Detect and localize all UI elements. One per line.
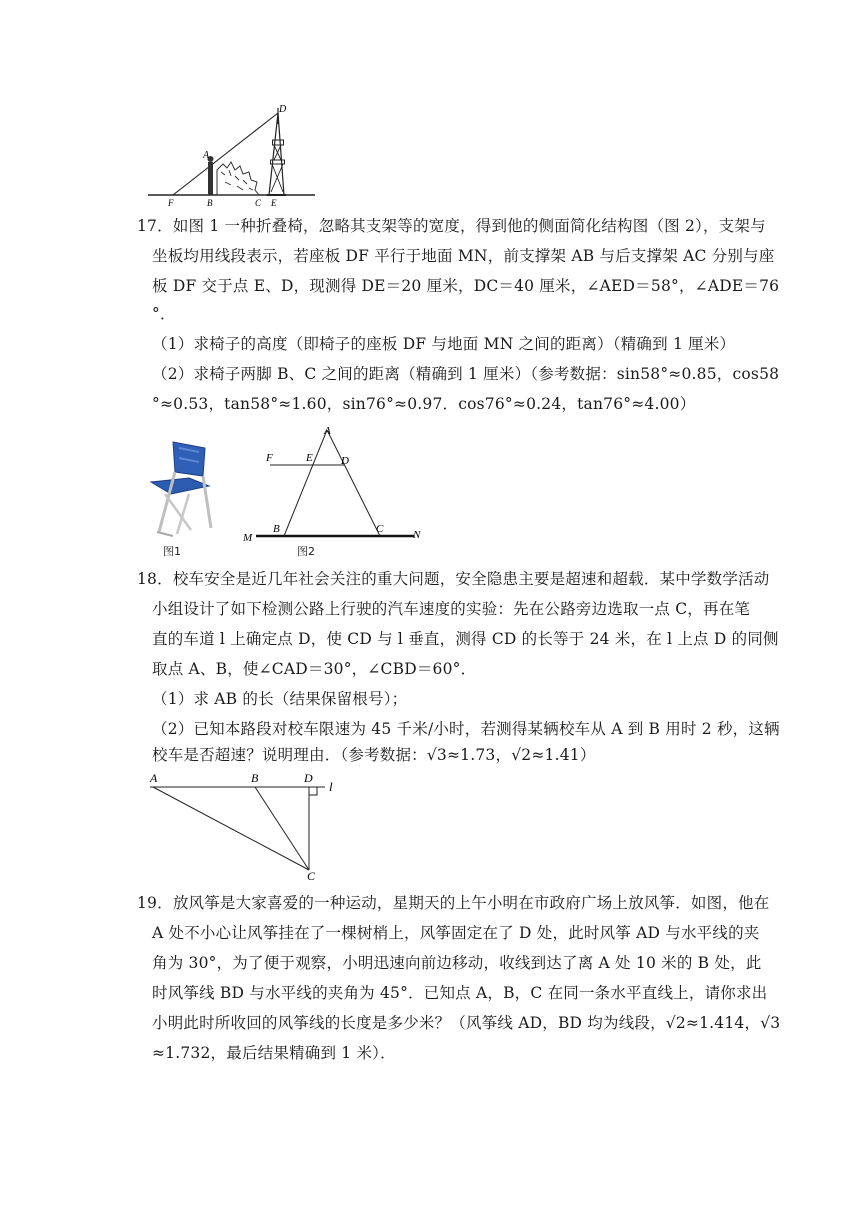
q19-line-1: 19．放风筝是大家喜爱的一种运动，星期天的上午小明在市政府广场上放风筝．如图，他在 [137, 894, 770, 912]
q19-line-2: A 处不小心让风筝挂在了一棵树梢上，风筝固定在了 D 处，此时风筝 AD 与水平线的夹 [152, 924, 760, 942]
fig16-label-D: D [279, 104, 287, 115]
fig2-label-D: D [341, 455, 349, 467]
fig16-label-E: E [271, 198, 277, 208]
fig16-label-B: B [207, 198, 213, 208]
figure-1-caption: 图1 [163, 545, 181, 558]
q18-line-1: 18．校车安全是近几年社会关注的重大问题，安全隐患主要是超速和超载．某中学数学活动 [137, 570, 770, 588]
q17-line-2: 坐板均用线段表示，若座板 DF 平行于地面 MN，前支撑架 AB 与后支撑架 AC 分别与座 [152, 247, 775, 265]
figure-road-speed [145, 768, 345, 880]
q19-line-6: ≈1.732，最后结果精确到 1 米）． [152, 1044, 396, 1062]
q17-part-1: （1）求椅子的高度（即椅子的座板 DF 与地面 MN 之间的距离）（精确到 1 厘米） [152, 335, 736, 353]
fig2-label-N: N [413, 529, 421, 541]
fig18-label-A: A [150, 771, 158, 785]
fig16-label-F: F [168, 198, 174, 208]
figure-chair-diagram [240, 420, 425, 545]
fig2-label-E: E [306, 452, 313, 464]
q18-line-4: 取点 A、B，使∠CAD＝30°，∠CBD＝60°． [152, 660, 477, 678]
fig2-label-A: A [324, 425, 331, 437]
figure-folding-chair [145, 438, 221, 538]
q19-line-4: 时风筝线 BD 与水平线的夹角为 45°．已知点 A，B，C 在同一条水平直线上，请你求出 [152, 984, 768, 1002]
q19-line-5: 小明此时所收回的风筝线的长度是多少米？（风筝线 AD，BD 均为线段，√2≈1.414，√3 [152, 1014, 781, 1032]
q19-line-3: 角为 30°，为了便于观察，小明迅速向前边移动，收线到达了离 A 处 10 米的 B 处，此 [152, 954, 762, 972]
q17-part-2-cont: °≈0.53，tan58°≈1.60，sin76°≈0.97．cos76°≈0.24，tan76°≈4.00） [152, 395, 696, 413]
q17-line-1: 17．如图 1 一种折叠椅，忽略其支架等的宽度，得到他的侧面简化结构图（图 2），支架与 [137, 217, 766, 235]
figure-2-caption: 图2 [297, 545, 315, 558]
q18-line-3: 直的车道 l 上确定点 D，使 CD 与 l 垂直，测得 CD 的长等于 24 米，在 l 上点 D 的同侧 [152, 630, 779, 648]
figure-tower-tree [145, 100, 320, 208]
q17-line-4: °． [152, 305, 176, 323]
q18-part-2-cont: 校车是否超速？说明理由．（参考数据：√3≈1.73，√2≈1.41） [152, 746, 596, 764]
fig18-label-l: l [329, 779, 333, 794]
fig18-label-B: B [251, 771, 259, 785]
q18-part-2: （2）已知本路段对校车限速为 45 千米/小时，若测得某辆校车从 A 到 B 用时 2 秒，这辆 [152, 720, 780, 738]
q18-part-1: （1）求 AB 的长（结果保留根号）； [152, 690, 408, 708]
fig2-label-M: M [243, 532, 253, 544]
q17-line-3: 板 DF 交于点 E、D，现测得 DE＝20 厘米，DC＝40 厘米，∠AED＝58°，∠ADE＝76 [152, 277, 780, 295]
fig2-label-B: B [273, 523, 280, 535]
fig16-label-A: A [203, 150, 210, 161]
fig18-label-D: D [304, 771, 313, 785]
fig2-label-F: F [266, 452, 273, 464]
fig16-label-C: C [255, 198, 262, 208]
fig18-label-C: C [307, 869, 316, 880]
q18-line-2: 小组设计了如下检测公路上行驶的汽车速度的实验：先在公路旁边选取一点 C，再在笔 [152, 600, 751, 618]
fig2-label-C: C [376, 523, 384, 535]
q17-part-2: （2）求椅子两脚 B、C 之间的距离（精确到 1 厘米）（参考数据：sin58°≈0.85，cos58 [152, 365, 780, 383]
